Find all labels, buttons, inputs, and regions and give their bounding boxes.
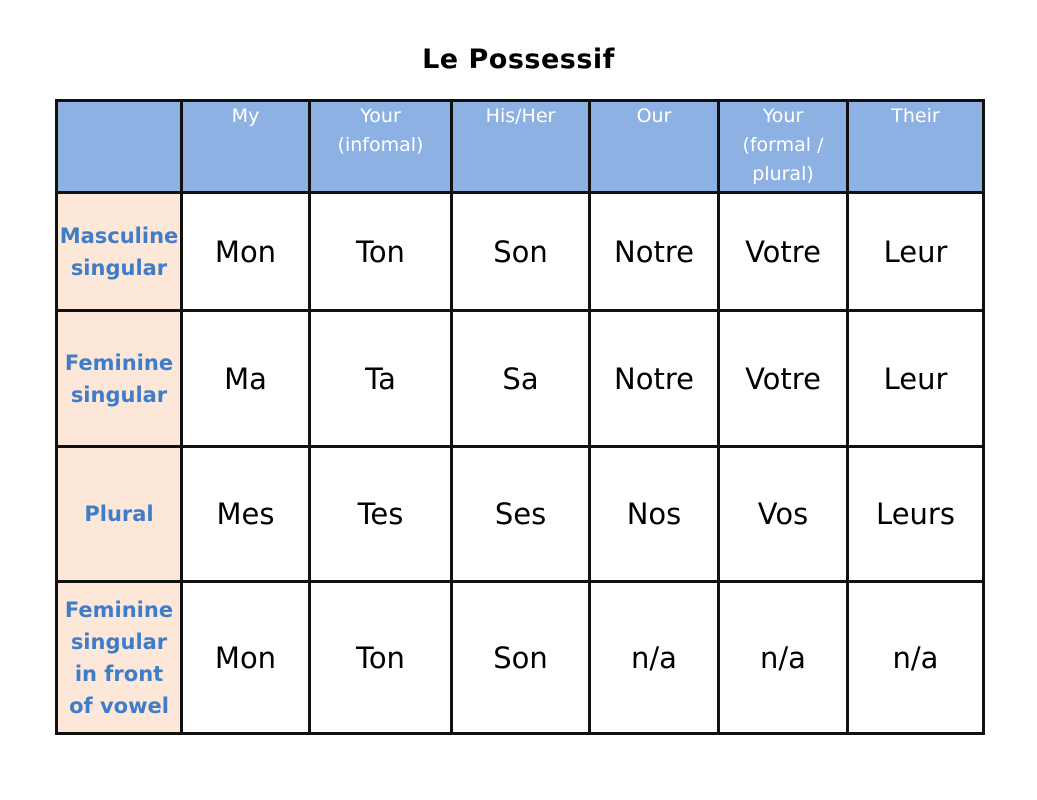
table-cell: Ta	[310, 311, 452, 447]
table-row	[57, 447, 984, 582]
table-cell: Ses	[452, 447, 590, 582]
table-cell: n/a	[848, 582, 984, 734]
table-cell: Leurs	[848, 447, 984, 582]
table-cell: Votre	[719, 193, 848, 311]
table-cell: Tes	[310, 447, 452, 582]
row-label-plural: Plural	[57, 447, 182, 582]
table-header-row	[57, 101, 984, 193]
table-cell: Mon	[182, 582, 310, 734]
header-your-formal-plural: Your (formal / plural)	[719, 101, 848, 193]
table-row	[57, 193, 984, 311]
page-title: Le Possessif	[422, 44, 615, 75]
header-his-her: His/Her	[452, 101, 590, 193]
table-cell: Mes	[182, 447, 310, 582]
table-cell: Sa	[452, 311, 590, 447]
table-cell: n/a	[719, 582, 848, 734]
header-my: My	[182, 101, 310, 193]
table-cell: Nos	[590, 447, 719, 582]
table-cell: Son	[452, 193, 590, 311]
row-label-feminine-singular-before-vowel: Feminine singular in front of vowel	[57, 582, 182, 734]
table-row	[57, 582, 984, 734]
table-cell: Son	[452, 582, 590, 734]
table-cell: Notre	[590, 193, 719, 311]
possessive-table	[55, 99, 985, 735]
header-your-informal: Your (infomal)	[310, 101, 452, 193]
table-cell: Mon	[182, 193, 310, 311]
header-their: Their	[848, 101, 984, 193]
row-label-masculine-singular: Masculine singular	[57, 193, 182, 311]
header-corner-cell	[57, 101, 182, 193]
header-our: Our	[590, 101, 719, 193]
table-cell: Ton	[310, 582, 452, 734]
table-cell: Notre	[590, 311, 719, 447]
table-cell: n/a	[590, 582, 719, 734]
table-cell: Ma	[182, 311, 310, 447]
table-cell: Votre	[719, 311, 848, 447]
table-row	[57, 311, 984, 447]
table-cell: Ton	[310, 193, 452, 311]
table-cell: Vos	[719, 447, 848, 582]
table-cell: Leur	[848, 311, 984, 447]
table-cell: Leur	[848, 193, 984, 311]
row-label-feminine-singular: Feminine singular	[57, 311, 182, 447]
